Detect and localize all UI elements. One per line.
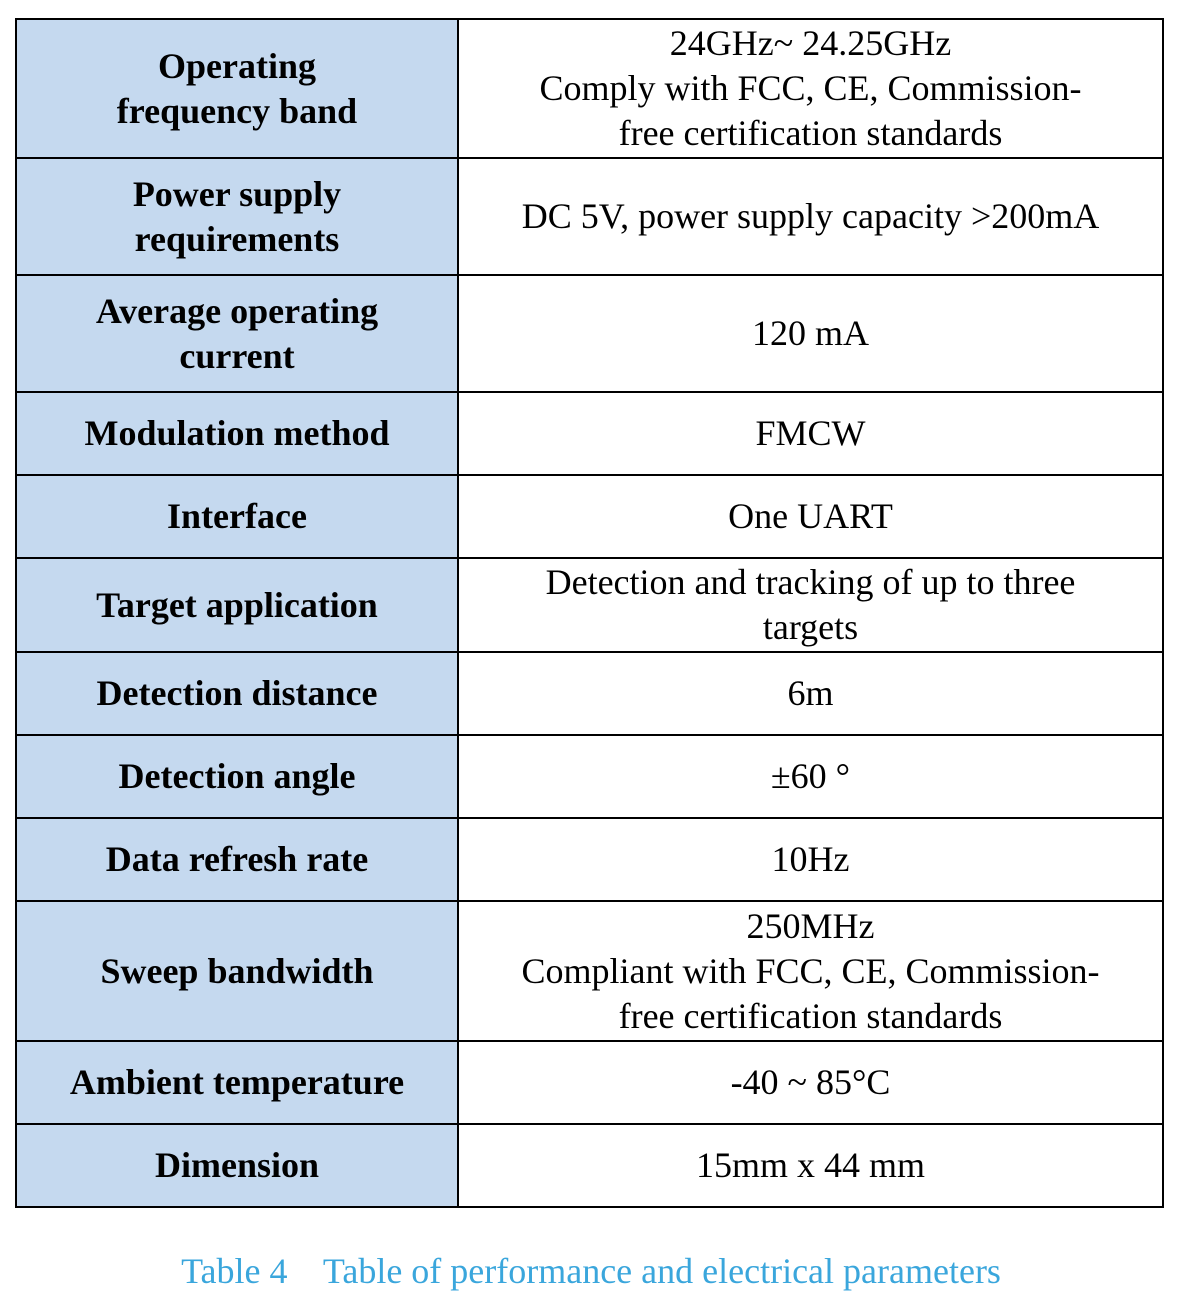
param-value: 120 mA xyxy=(458,275,1163,392)
table-row xyxy=(16,158,1163,275)
table-row xyxy=(16,275,1163,392)
param-value: -40 ~ 85°C xyxy=(458,1041,1163,1124)
param-value: 10Hz xyxy=(458,818,1163,901)
caption-number: Table 4 xyxy=(181,1251,288,1291)
table-row xyxy=(16,735,1163,818)
param-value: FMCW xyxy=(458,392,1163,475)
param-value: 6m xyxy=(458,652,1163,735)
table-row xyxy=(16,19,1163,158)
param-label: Sweep bandwidth xyxy=(16,901,458,1041)
param-value: One UART xyxy=(458,475,1163,558)
param-label: Detection distance xyxy=(16,652,458,735)
param-value: 15mm x 44 mm xyxy=(458,1124,1163,1207)
param-label: Dimension xyxy=(16,1124,458,1207)
table-caption xyxy=(0,1250,1182,1292)
param-label: Detection angle xyxy=(16,735,458,818)
param-value: 250MHz Compliant with FCC, CE, Commission- free certification standards xyxy=(458,901,1163,1041)
param-value: 24GHz~ 24.25GHz Comply with FCC, CE, Commission- free certification standards xyxy=(458,19,1163,158)
table-row xyxy=(16,901,1163,1041)
param-label: Average operating current xyxy=(16,275,458,392)
table-row xyxy=(16,818,1163,901)
caption-text: Table of performance and electrical parameters xyxy=(322,1251,1001,1291)
table-row xyxy=(16,392,1163,475)
param-value: DC 5V, power supply capacity >200mA xyxy=(458,158,1163,275)
param-label: Operating frequency band xyxy=(16,19,458,158)
table-row xyxy=(16,1041,1163,1124)
param-label: Ambient temperature xyxy=(16,1041,458,1124)
param-label: Target application xyxy=(16,558,458,652)
param-label: Power supply requirements xyxy=(16,158,458,275)
param-label: Interface xyxy=(16,475,458,558)
table-row xyxy=(16,652,1163,735)
table-row xyxy=(16,1124,1163,1207)
table-row xyxy=(16,475,1163,558)
param-value: Detection and tracking of up to three targets xyxy=(458,558,1163,652)
param-label: Modulation method xyxy=(16,392,458,475)
param-value: ±60 ° xyxy=(458,735,1163,818)
spec-table xyxy=(15,18,1164,1208)
param-label: Data refresh rate xyxy=(16,818,458,901)
table-row xyxy=(16,558,1163,652)
